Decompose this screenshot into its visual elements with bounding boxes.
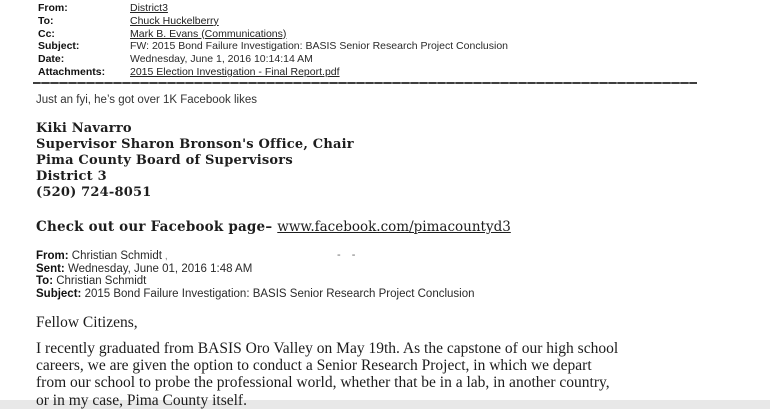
fwd-row-subject <box>36 288 475 300</box>
paragraph-line: or in my case, Pima County itself. <box>36 391 247 409</box>
meta-row-date <box>38 53 508 66</box>
fwd-row-sent <box>36 263 475 275</box>
meta-row-attachments <box>38 66 508 79</box>
scan-artifact-comma: , <box>164 251 168 262</box>
paragraph-line: from our school to probe the professional world, whether that be in a lab, in another country, <box>36 374 610 392</box>
signature-district: District 3 <box>36 169 107 184</box>
fwd-from-label: From: <box>36 250 69 262</box>
forwarding-note: Just an fyi, he’s got over 1K Facebook likes <box>36 94 257 106</box>
forwarded-message-header <box>36 250 475 300</box>
cc-recipient-link[interactable]: Mark B. Evans (Communications) <box>130 27 287 40</box>
fwd-subject-label: Subject: <box>36 287 82 300</box>
fwd-row-to <box>36 275 475 287</box>
fwd-subject-value: 2015 Bond Failure Investigation: BASIS Senior Research Project Conclusion <box>84 287 475 300</box>
fwd-to-label: To: <box>36 275 54 288</box>
facebook-promo-line <box>36 219 511 235</box>
fwd-row-from <box>36 250 475 263</box>
signature-name: Kiki Navarro <box>36 121 132 136</box>
meta-row-cc <box>38 28 508 41</box>
fwd-from-value: Christian Schmidt <box>71 250 162 262</box>
meta-row-subject <box>38 40 508 53</box>
fwd-sent-value: Wednesday, June 01, 2016 1:48 AM <box>67 263 253 276</box>
fwd-to-value: Christian Schmidt <box>56 275 147 288</box>
from-sender-link[interactable]: District3 <box>130 2 168 14</box>
signature-title: Supervisor Sharon Bronson's Office, Chair <box>36 137 354 152</box>
subject-value: FW: 2015 Bond Failure Investigation: BASIS Senior Research Project Conclusion <box>130 40 508 53</box>
header-divider <box>33 82 697 84</box>
signature-block <box>36 121 354 201</box>
date-label: Date: <box>38 53 65 66</box>
redaction-scan-artifact: - - <box>337 249 360 261</box>
email-meta-header <box>38 2 508 79</box>
attachments-label: Attachments: <box>38 65 106 78</box>
fwd-sent-label: Sent: <box>36 263 65 276</box>
to-label: To: <box>38 14 54 27</box>
to-recipient-link[interactable]: Chuck Huckelberry <box>130 14 219 27</box>
meta-row-from <box>38 2 508 15</box>
paragraph-line: I recently graduated from BASIS Oro Valley on May 19th. As the capstone of our high school <box>36 340 619 357</box>
date-value: Wednesday, June 1, 2016 10:14:14 AM <box>130 53 313 66</box>
letter-body-paragraph <box>36 340 618 409</box>
facebook-promo-label: Check out our Facebook page– <box>36 219 273 235</box>
meta-row-to <box>38 15 508 28</box>
signature-phone: (520) 724-8051 <box>36 185 152 200</box>
paragraph-line: careers, we are given the option to conduct a Senior Research Project, in which we depart <box>36 357 592 375</box>
letter-greeting: Fellow Citizens, <box>36 314 138 331</box>
from-label: From: <box>38 2 68 14</box>
attachment-pdf-link[interactable]: 2015 Election Investigation - Final Report.pdf <box>130 65 340 78</box>
facebook-page-link[interactable]: www.facebook.com/pimacountyd3 <box>277 219 511 235</box>
signature-organization: Pima County Board of Supervisors <box>36 153 293 168</box>
cc-label: Cc: <box>38 27 55 40</box>
subject-label: Subject: <box>38 40 80 53</box>
